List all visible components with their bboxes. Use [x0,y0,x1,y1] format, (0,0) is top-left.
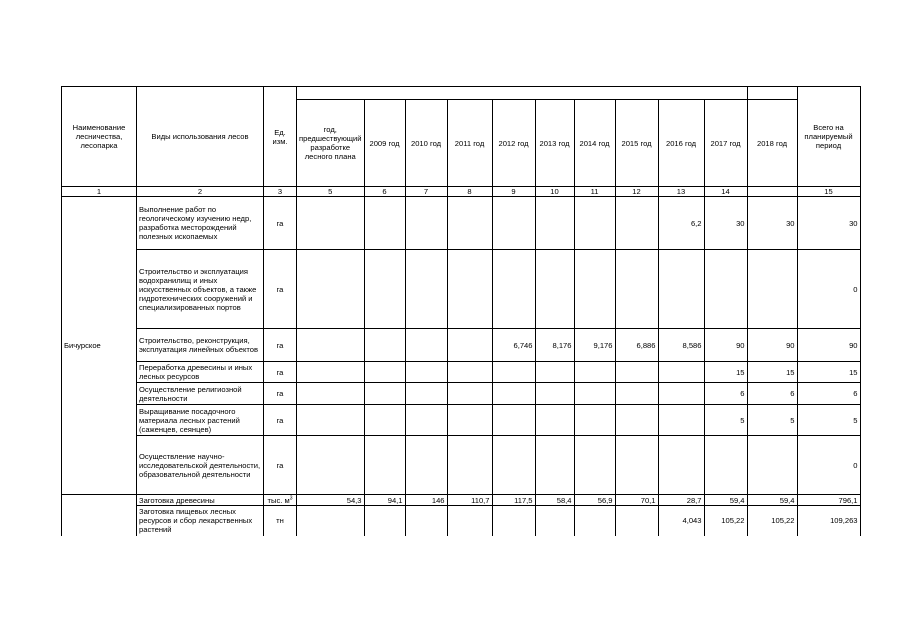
value-cell: 30 [747,197,797,250]
value-cell [658,250,704,329]
value-cell [615,383,658,405]
value-cell [658,436,704,495]
value-cell [615,250,658,329]
value-cell [615,436,658,495]
forest-use-table [61,86,861,536]
header-forestry: Наименование лесничества, лесопарка [62,87,137,187]
value-cell: 110,7 [447,495,492,506]
value-cell: 9,176 [574,329,615,362]
table-row [62,383,861,405]
table-row [62,197,861,250]
table-row [62,250,861,329]
value-cell [658,405,704,436]
value-cell [535,436,574,495]
unit-cell: га [264,405,297,436]
col-number: 12 [615,187,658,197]
header-year-2011: 2011 год [447,100,492,187]
forestry-blank [62,495,137,536]
value-cell [535,383,574,405]
value-cell: 109,263 [797,506,860,536]
table-row [62,436,861,495]
value-cell [405,383,447,405]
use-kind: Переработка древесины и иных лесных ресурсов [137,362,264,383]
header-unit: Ед. изм. [264,87,297,187]
col-number: 11 [574,187,615,197]
value-cell: 58,4 [535,495,574,506]
table-row [62,329,861,362]
value-cell: 56,9 [574,495,615,506]
col-number: 14 [704,187,747,197]
header-year-2015: 2015 год [615,100,658,187]
value-cell [405,197,447,250]
col-number: 8 [447,187,492,197]
value-cell [405,405,447,436]
table-row [62,405,861,436]
value-cell: 6 [797,383,860,405]
use-kind: Выполнение работ по геологическому изучению недр, разработка месторождений полезных ископаемых [137,197,264,250]
value-cell [447,383,492,405]
use-kind: Заготовка древесины [137,495,264,506]
value-cell [297,362,365,383]
use-kind: Осуществление религиозной деятельности [137,383,264,405]
value-cell [447,405,492,436]
table-row-food [62,506,861,536]
value-cell: 90 [704,329,747,362]
value-cell [535,506,574,536]
value-cell [535,250,574,329]
value-cell [297,405,365,436]
value-cell [574,383,615,405]
value-cell [492,197,535,250]
value-cell [447,436,492,495]
value-cell: 54,3 [297,495,365,506]
value-cell [297,250,365,329]
header-year-2012: 2012 год [492,100,535,187]
value-cell: 15 [797,362,860,383]
col-number: 10 [535,187,574,197]
value-cell [574,197,615,250]
value-cell: 90 [747,329,797,362]
header-year-2018: 2018 год [747,100,797,187]
use-kind: Выращивание посадочного материала лесных растений (саженцев, сеянцев) [137,405,264,436]
value-cell: 105,22 [704,506,747,536]
value-cell [405,329,447,362]
value-cell [447,506,492,536]
unit-cell: га [264,250,297,329]
header-years-group [297,87,748,100]
value-cell: 30 [704,197,747,250]
col-number: 6 [364,187,405,197]
value-cell [297,506,365,536]
value-cell [535,362,574,383]
value-cell [364,197,405,250]
unit-cell: га [264,197,297,250]
value-cell: 8,586 [658,329,704,362]
value-cell: 0 [797,250,860,329]
value-cell [364,362,405,383]
col-number: 15 [797,187,860,197]
value-cell [492,436,535,495]
value-cell [574,405,615,436]
value-cell [658,383,704,405]
use-kind: Заготовка пищевых лесных ресурсов и сбор лекарственных растений [137,506,264,536]
value-cell [492,250,535,329]
value-cell: 105,22 [747,506,797,536]
value-cell [297,197,365,250]
col-number: 1 [62,187,137,197]
value-cell: 5 [797,405,860,436]
value-cell [704,436,747,495]
value-cell [492,383,535,405]
table-row [62,362,861,383]
col-number: 9 [492,187,535,197]
unit-cell: га [264,362,297,383]
unit-base: тыс. м [267,495,290,505]
value-cell [658,362,704,383]
header-year-2016: 2016 год [658,100,704,187]
unit-cell: га [264,383,297,405]
col-number: 7 [405,187,447,197]
value-cell: 796,1 [797,495,860,506]
header-total: Всего на планируемый период [797,87,860,187]
header-prev-year: год, предшествующий разработке лесного плана [297,100,365,187]
value-cell [492,506,535,536]
value-cell [405,250,447,329]
value-cell: 5 [747,405,797,436]
table-row-timber [62,495,861,506]
value-cell: 146 [405,495,447,506]
value-cell: 117,5 [492,495,535,506]
value-cell [364,329,405,362]
value-cell: 59,4 [747,495,797,506]
unit-superscript: 3 [289,494,293,501]
value-cell [447,250,492,329]
value-cell [615,197,658,250]
unit-cell [264,495,297,506]
header-kind: Виды использования лесов [137,87,264,187]
value-cell [447,197,492,250]
column-numbers-row [62,187,861,197]
value-cell: 28,7 [658,495,704,506]
value-cell [615,506,658,536]
value-cell: 70,1 [615,495,658,506]
value-cell: 59,4 [704,495,747,506]
value-cell [364,250,405,329]
value-cell [405,436,447,495]
value-cell [535,405,574,436]
value-cell: 15 [747,362,797,383]
value-cell [492,405,535,436]
value-cell [297,436,365,495]
value-cell [364,383,405,405]
header-blank-top [747,87,797,100]
unit-cell: тн [264,506,297,536]
value-cell [615,362,658,383]
value-cell [535,197,574,250]
value-cell: 6 [704,383,747,405]
value-cell [747,436,797,495]
value-cell [297,383,365,405]
value-cell [574,250,615,329]
col-number: 13 [658,187,704,197]
col-number: 5 [297,187,365,197]
value-cell: 0 [797,436,860,495]
value-cell [615,405,658,436]
header-year-2014: 2014 год [574,100,615,187]
unit-cell: га [264,329,297,362]
value-cell: 6,2 [658,197,704,250]
use-kind: Осуществление научно-исследовательской деятельности, образовательной деятельности [137,436,264,495]
value-cell [747,250,797,329]
value-cell: 6 [747,383,797,405]
value-cell: 8,176 [535,329,574,362]
header-year-2010: 2010 год [405,100,447,187]
value-cell [574,436,615,495]
value-cell [364,506,405,536]
value-cell [704,250,747,329]
header-year-2013: 2013 год [535,100,574,187]
value-cell [574,362,615,383]
col-number: 2 [137,187,264,197]
value-cell: 4,043 [658,506,704,536]
value-cell: 15 [704,362,747,383]
use-kind: Строительство и эксплуатация водохранилищ и иных искусственных объектов, а также гидротехнических сооружений и специализированных портов [137,250,264,329]
value-cell: 6,746 [492,329,535,362]
value-cell: 90 [797,329,860,362]
value-cell: 6,886 [615,329,658,362]
header-year-2009: 2009 год [364,100,405,187]
use-kind: Строительство, реконструкция, эксплуатация линейных объектов [137,329,264,362]
unit-cell: га [264,436,297,495]
value-cell [297,329,365,362]
value-cell [405,506,447,536]
value-cell [364,436,405,495]
value-cell [492,362,535,383]
value-cell [574,506,615,536]
value-cell: 5 [704,405,747,436]
header-year-2017: 2017 год [704,100,747,187]
value-cell: 94,1 [364,495,405,506]
col-number [747,187,797,197]
value-cell [447,329,492,362]
forestry-name: Бичурское [62,197,137,495]
value-cell: 30 [797,197,860,250]
value-cell [447,362,492,383]
col-number: 3 [264,187,297,197]
value-cell [405,362,447,383]
value-cell [364,405,405,436]
